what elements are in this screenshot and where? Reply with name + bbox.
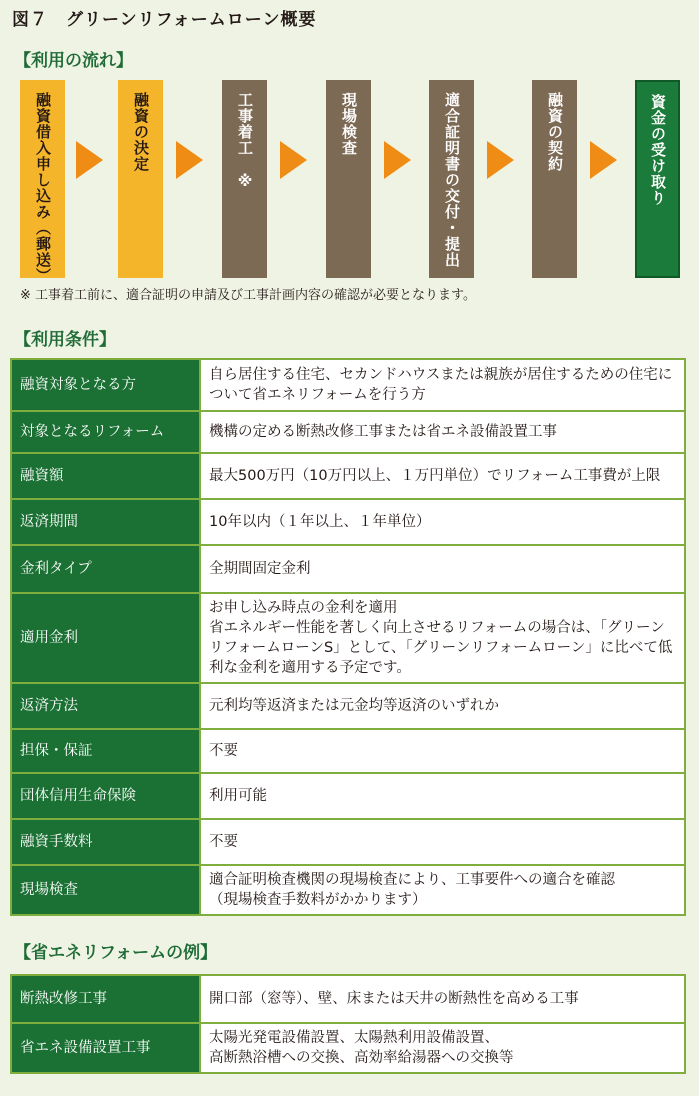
- flow-arrow-icon: [384, 141, 411, 179]
- row-value: 適合証明検査機関の現場検査により、工事要件への適合を確認 （現場検査手数料がかかります）: [200, 865, 685, 915]
- row-key: 対象となるリフォーム: [11, 411, 200, 453]
- row-value: 利用可能: [200, 773, 685, 819]
- flow-step-label: 資金の受け取り: [649, 94, 667, 206]
- flow-step-loan-contract: [532, 80, 577, 278]
- table-row: [11, 593, 685, 683]
- flow-step-site-inspection: [326, 80, 371, 278]
- row-key: 融資額: [11, 453, 200, 499]
- table-row: [11, 411, 685, 453]
- row-key: 金利タイプ: [11, 545, 200, 593]
- row-value: 不要: [200, 819, 685, 865]
- table-row: [11, 975, 685, 1023]
- row-key: 融資対象となる方: [11, 359, 200, 411]
- table-row: [11, 545, 685, 593]
- row-value: お申し込み時点の金利を適用 省エネルギー性能を著しく向上させるリフォームの場合は、「グリーンリフォームローンS」として、「グリーンリフォームローン」に比べて低利な金利を適用する予定です。: [200, 593, 685, 683]
- row-key: 団体信用生命保険: [11, 773, 200, 819]
- row-key: 返済方法: [11, 683, 200, 729]
- row-value: 元利均等返済または元金均等返済のいずれか: [200, 683, 685, 729]
- table-row: [11, 865, 685, 915]
- row-key: 返済期間: [11, 499, 200, 545]
- row-key: 現場検査: [11, 865, 200, 915]
- flow-step-funds-receipt: [635, 80, 680, 278]
- flow-step-certificate-submission: [429, 80, 474, 278]
- row-value: 10年以内（１年以上、１年単位）: [200, 499, 685, 545]
- usage-flow: [0, 80, 699, 284]
- row-key: 適用金利: [11, 593, 200, 683]
- row-key: 担保・保証: [11, 729, 200, 773]
- flow-note: ※ 工事着工前に、適合証明の申請及び工事計画内容の確認が必要となります。: [20, 288, 476, 303]
- table-row: [11, 729, 685, 773]
- table-row: [11, 819, 685, 865]
- flow-step-construction-start: [222, 80, 267, 278]
- flow-step-label: 現場検査: [340, 92, 358, 156]
- table-row: [11, 773, 685, 819]
- row-key: 融資手数料: [11, 819, 200, 865]
- table-row: [11, 359, 685, 411]
- flow-step-label: 融資借入申し込み（郵送）: [34, 92, 52, 284]
- flow-step-loan-application: [20, 80, 65, 284]
- row-value: 全期間固定金利: [200, 545, 685, 593]
- row-value: 太陽光発電設備設置、太陽熱利用設備設置、 高断熱浴槽への交換、高効率給湯器への交換等: [200, 1023, 685, 1073]
- examples-table: [10, 974, 686, 1074]
- flow-arrow-icon: [280, 141, 307, 179]
- row-key: 省エネ設備設置工事: [11, 1023, 200, 1073]
- figure-title: 図７ グリーンリフォームローン概要: [12, 10, 317, 30]
- table-row: [11, 499, 685, 545]
- flow-step-label: 適合証明書の交付・提出: [443, 92, 461, 268]
- flow-arrow-icon: [176, 141, 203, 179]
- flow-step-label: 工事着工 ※: [236, 92, 254, 191]
- table-row: [11, 683, 685, 729]
- flow-arrow-icon: [76, 141, 103, 179]
- row-value: 自ら居住する住宅、セカンドハウスまたは親族が居住するための住宅について省エネリフォームを行う方: [200, 359, 685, 411]
- row-value: 機構の定める断熱改修工事または省エネ設備設置工事: [200, 411, 685, 453]
- flow-step-label: 融資の決定: [132, 92, 150, 172]
- flow-step-loan-decision: [118, 80, 163, 278]
- examples-section-title: 【省エネリフォームの例】: [14, 943, 218, 963]
- row-value: 不要: [200, 729, 685, 773]
- table-row: [11, 453, 685, 499]
- flow-arrow-icon: [590, 141, 617, 179]
- conditions-table: [10, 358, 686, 916]
- flow-arrow-icon: [487, 141, 514, 179]
- conditions-section-title: 【利用条件】: [14, 330, 116, 350]
- row-value: 最大500万円（10万円以上、１万円単位）でリフォーム工事費が上限: [200, 453, 685, 499]
- flow-step-label: 融資の契約: [546, 92, 564, 172]
- row-key: 断熱改修工事: [11, 975, 200, 1023]
- row-value: 開口部（窓等）、壁、床または天井の断熱性を高める工事: [200, 975, 685, 1023]
- table-row: [11, 1023, 685, 1073]
- flow-section-title: 【利用の流れ】: [14, 51, 133, 71]
